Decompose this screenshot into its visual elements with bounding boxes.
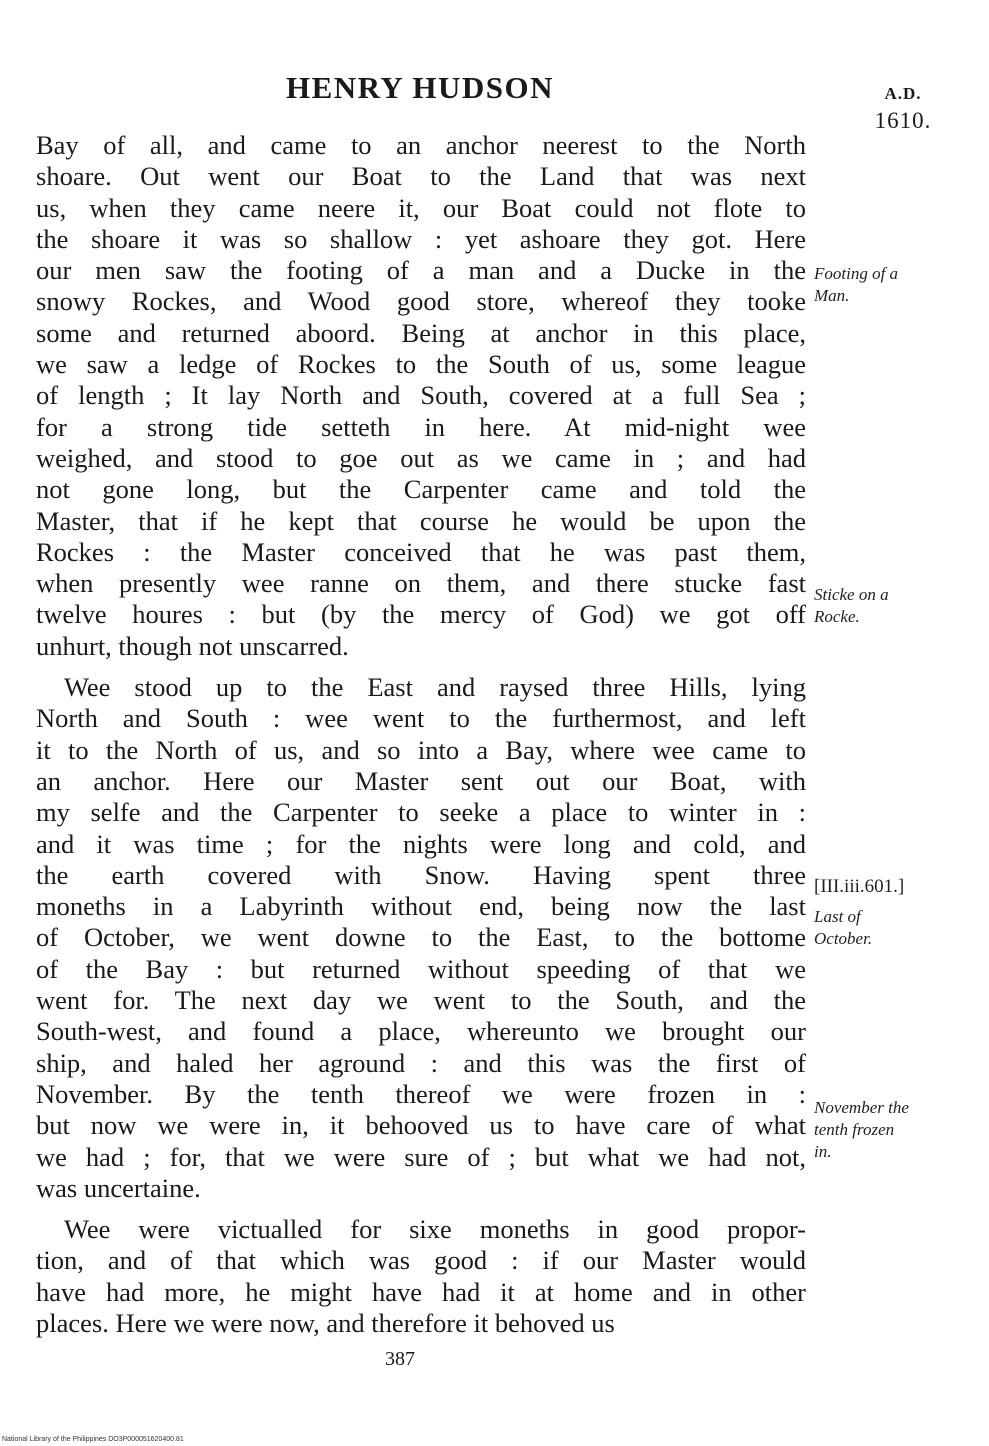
side-note-november-frozen-in [814, 1097, 964, 1163]
year-margin-note [858, 80, 948, 134]
page-number: 387 [385, 1348, 415, 1370]
text-line: Wee were victualled for sixe moneths in good propor- [64, 1214, 806, 1245]
text-line: Bay of all, and came to an anchor neerest to the North [36, 130, 806, 160]
side-note-line: in. [814, 1142, 832, 1161]
text-line: an anchor. Here our Master sent out our Boat, with [36, 765, 806, 796]
text-line: went for. The next day we went to the South, and the [36, 985, 806, 1016]
text-line: Wee stood up to the East and raysed three Hills, lying [64, 672, 806, 703]
side-note-line: November the [814, 1098, 909, 1117]
text-line: when presently wee ranne on them, and there stucke fast [36, 568, 806, 599]
text-line: we had ; for, that we were sure of ; but what we had not, [36, 1141, 806, 1172]
text-line: of October, we went downe to the East, to the bottome [36, 922, 806, 953]
year-label: A.D. [884, 84, 922, 103]
text-line: Master, that if he kept that course he would be upon the [36, 505, 806, 536]
year-value: 1610. [874, 108, 932, 133]
side-note-line: Last of [814, 907, 861, 926]
text-line: unhurt, though not unscarred. [36, 630, 349, 661]
text-line: places. Here we were now, and therefore it behoved us [36, 1307, 615, 1338]
text-line: November. By the tenth thereof we were frozen in : [36, 1078, 806, 1109]
side-note-sticke-on-a-rocke [814, 584, 964, 628]
side-note-footing-of-a-man [814, 263, 964, 307]
text-line: moneths in a Labyrinth without end, being now the last [36, 891, 806, 922]
text-line: was uncertaine. [36, 1172, 201, 1203]
text-line: ship, and haled her aground : and this was the first of [36, 1047, 806, 1078]
side-note-last-of-october [814, 906, 964, 950]
text-line: Rockes : the Master conceived that he was past them, [36, 536, 806, 567]
text-line: not gone long, but the Carpenter came and told the [36, 474, 806, 505]
side-note-line: Footing of a [814, 264, 899, 283]
text-line: the shoare it was so shallow : yet ashoare they got. Here [36, 223, 806, 254]
text-line: it to the North of us, and so into a Bay, where wee came to [36, 734, 806, 765]
text-line: we saw a ledge of Rockes to the South of us, some league [36, 349, 806, 380]
side-note-line: [III.iii.601.] [814, 876, 905, 897]
side-note-line: Rocke. [814, 607, 860, 626]
side-note-line: Man. [814, 286, 850, 305]
text-line: shoare. Out went our Boat to the Land that was next [36, 161, 806, 192]
text-line: tion, and of that which was good : if our Master would [36, 1245, 806, 1276]
paragraph-gap [36, 662, 806, 672]
text-line: North and South : wee went to the furthermost, and left [36, 703, 806, 734]
side-note-line: tenth frozen [814, 1120, 895, 1139]
text-line: of length ; It lay North and South, covered at a full Sea ; [36, 380, 806, 411]
side-note-volume-reference [814, 876, 964, 898]
text-line: but now we were in, it behooved us to have care of what [36, 1110, 806, 1141]
text-line: have had more, he might have had it at home and in other [36, 1276, 806, 1307]
side-note-line: October. [814, 929, 873, 948]
running-head-title: HENRY HUDSON [285, 70, 555, 105]
text-line: twelve houres : but (by the mercy of God) we got off [36, 599, 806, 630]
paragraph-gap [36, 1204, 806, 1214]
text-line: and it was time ; for the nights were long and cold, and [36, 828, 806, 859]
text-line: us, when they came neere it, our Boat could not flote to [36, 192, 806, 223]
side-note-line: Sticke on a [814, 585, 889, 604]
text-line: of the Bay : but returned without speeding of that we [36, 953, 806, 984]
text-line: South-west, and found a place, whereunto we brought our [36, 1016, 806, 1047]
text-line: for a strong tide setteth in here. At mid-night wee [36, 411, 806, 442]
footer-credit: National Library of the Philippines DO3P000051620400.81 [2, 1436, 184, 1443]
text-line: weighed, and stood to goe out as we came in ; and had [36, 442, 806, 473]
text-line: snowy Rockes, and Wood good store, whereof they tooke [36, 286, 806, 317]
text-line: my selfe and the Carpenter to seeke a place to winter in : [36, 797, 806, 828]
body-text [36, 130, 806, 1339]
text-line: some and returned aboord. Being at anchor in this place, [36, 317, 806, 348]
text-line: the earth covered with Snow. Having spent three [36, 859, 806, 890]
text-line: our men saw the footing of a man and a Ducke in the [36, 255, 806, 286]
